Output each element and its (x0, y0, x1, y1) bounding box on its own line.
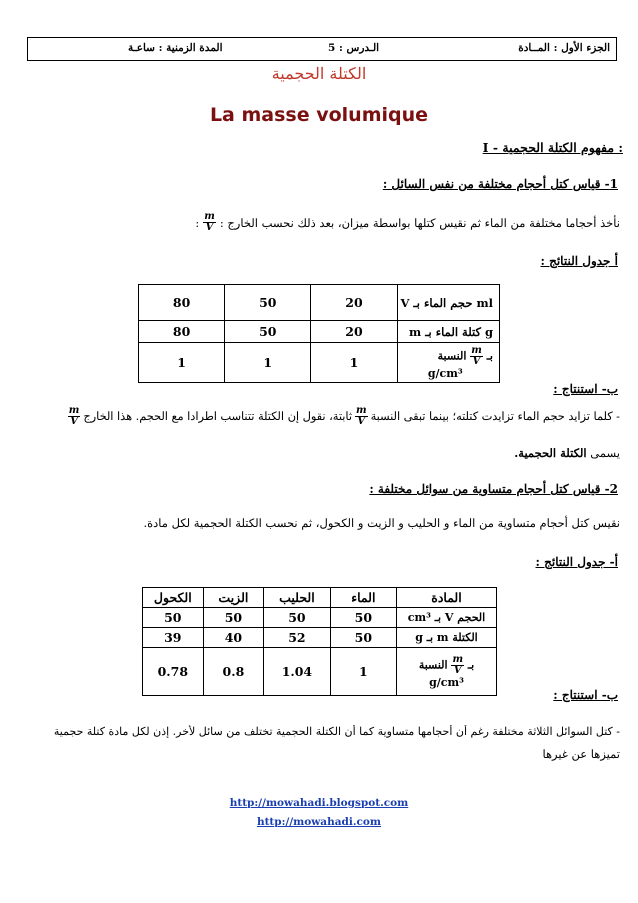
header-box (27, 37, 617, 61)
table2-title: أ- جدول النتائج : (535, 555, 618, 569)
header-duration: المدة الزمنية : ساعـة (128, 42, 223, 54)
row-mass-label: m كتلة الماء بـ g (397, 321, 499, 343)
footer-link-site[interactable]: http://mowahadi.com (256, 816, 382, 828)
row-ratio-label: النسبة $\frac{m}{V}$ بـ g/cm³ (397, 343, 499, 383)
section1-heading: I - مفهوم الكتلة الحجمية : (482, 140, 623, 155)
footer (0, 791, 638, 829)
section1-intro-line: نأخذ أحجاما مختلفة من الماء ثم نقيس كتلها بواسطة ميزان، بعد ذلك نحسب الخارج : $\frac{m}{V}$ : (195, 211, 620, 233)
term-masse-volumique: الكتلة الحجمية. (514, 446, 587, 460)
section2-intro: نقيس كتل أحجام متساوية من الماء و الحليب و الزيت و الكحول، ثم نحسب الكتلة الحجمية لكل مادة. (143, 516, 620, 530)
conclusion1-line2: يسمى الكتلة الحجمية. (514, 446, 620, 460)
results-table-2: الكحول الزيت الحليب الماء المادة 50 50 50 50 الحجم V بـ cm³ 39 40 52 50 الكتلة m بـ g 0.78 0.8 1.04 1 النسبة $\frac{m}{V}$ بـ g/cm³ (142, 587, 497, 696)
fraction-m-over-v: $\frac{m}{V}$ (204, 211, 215, 233)
conclusion2-line2: تميزها عن غيرها (542, 747, 620, 761)
row-volume-label: V حجم الماء بـ ml (397, 285, 499, 321)
table2-mass-label: الكتلة m بـ g (397, 628, 497, 648)
table2-volume-label: الحجم V بـ cm³ (397, 608, 497, 628)
section1-sub1: 1- قياس كتل أحجام مختلفة من نفس السائل : (382, 177, 618, 191)
table2-ratio-label: النسبة $\frac{m}{V}$ بـ g/cm³ (397, 648, 497, 696)
section1-sub2: 2- قياس كتل أحجام متساوية من سوائل مختلفة : (369, 482, 618, 496)
conclusion2-heading: ب- استنتاج : (553, 688, 618, 702)
table2-header-label: المادة (397, 588, 497, 608)
conclusion1-heading: ب- استنتاج : (553, 382, 618, 396)
header-lesson: الـدرس : 5 (328, 42, 380, 54)
title-arabic: الكتلة الحجمية (271, 64, 367, 83)
section1-intro: نأخذ أحجاما مختلفة من الماء ثم نقيس كتلها بواسطة ميزان، بعد ذلك نحسب الخارج : (219, 215, 620, 230)
footer-link-blog[interactable]: http://mowahadi.blogspot.com (229, 797, 409, 809)
table1-title: أ جدول النتائج : (540, 254, 618, 268)
results-table-1: 80 50 20 V حجم الماء بـ ml 80 50 20 m كتلة الماء بـ g 1 1 1 النسبة $\frac{m}{V}$ بـ g/cm³ (138, 284, 500, 383)
header-part: الجزء الأول : المــادة (518, 42, 610, 54)
conclusion2-line1: - كتل السوائل الثلاثة مختلفة رغم أن أحجامها متساوية كما أن الكتلة الحجمية تختلف من سائل لأخر. إذن لكل مادة كتلة حجمية (53, 725, 620, 738)
conclusion1-line1: - كلما تزايد حجم الماء تزايدت كتلته؛ بينما تبقى النسبة $\frac{m}{V}$ ثابتة، نقول إن الكتلة تتناسب اطرادا مع الحجم. هذا الخارج $\frac{m}{V}$ (68, 405, 620, 427)
title-french: La masse volumique (209, 104, 429, 126)
